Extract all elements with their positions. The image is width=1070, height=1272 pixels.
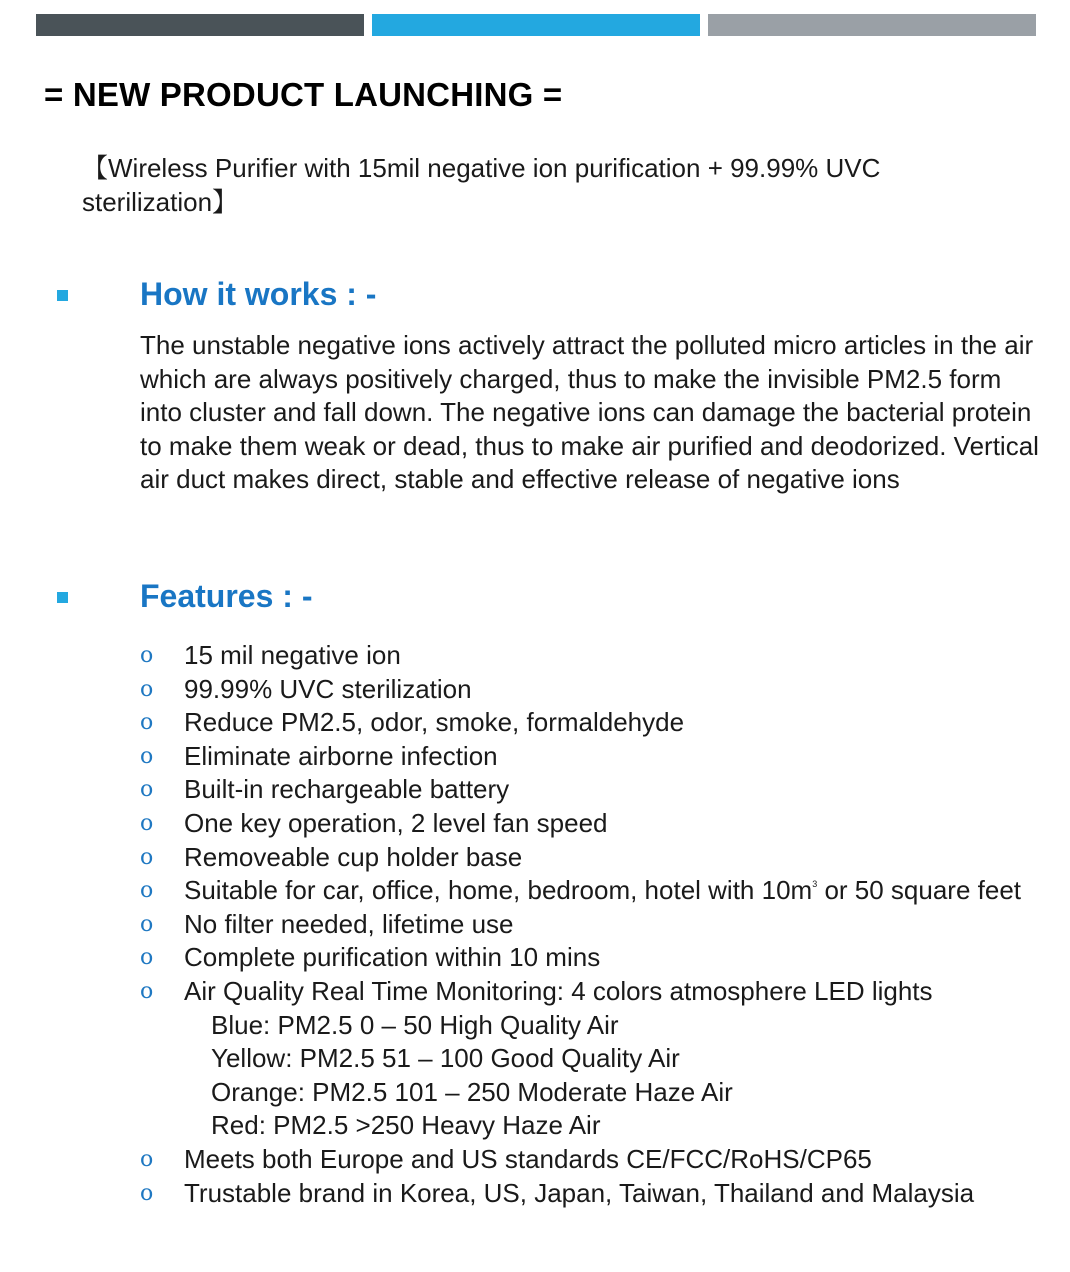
circle-bullet-icon: o	[140, 710, 154, 736]
list-item	[140, 975, 1050, 1143]
circle-bullet-icon: o	[140, 878, 154, 904]
feature-text: Reduce PM2.5, odor, smoke, formaldehyde	[184, 707, 685, 738]
list-item	[140, 773, 1050, 807]
circle-bullet-icon: o	[140, 1180, 154, 1206]
circle-bullet-icon: o	[140, 810, 154, 836]
header-bar-blue	[372, 14, 700, 36]
air-quality-level-yellow: Yellow: PM2.5 51 – 100 Good Quality Air	[211, 1043, 680, 1074]
list-item	[140, 740, 1050, 774]
feature-text: Eliminate airborne infection	[184, 740, 498, 771]
air-quality-level-orange: Orange: PM2.5 101 – 250 Moderate Haze Air	[211, 1076, 733, 1107]
circle-bullet-icon: o	[140, 911, 154, 937]
square-bullet-icon	[57, 290, 68, 301]
suitable-text-before: Suitable for car, office, home, bedroom, hotel with 10m	[184, 875, 813, 906]
circle-bullet-icon: o	[140, 676, 154, 702]
cubic-superscript: 3	[812, 879, 818, 890]
feature-text: Removeable cup holder base	[184, 841, 523, 872]
list-item	[140, 941, 1050, 975]
feature-text: Trustable brand in Korea, US, Japan, Taiwan, Thailand and Malaysia	[184, 1177, 975, 1208]
feature-text: 15 mil negative ion	[184, 640, 401, 670]
square-bullet-icon	[57, 592, 68, 603]
list-item	[140, 1143, 1050, 1177]
feature-text: One key operation, 2 level fan speed	[184, 807, 608, 838]
circle-bullet-icon: o	[140, 643, 154, 668]
list-item	[140, 673, 1050, 707]
air-quality-levels	[184, 1009, 1050, 1143]
features-heading: Features : -	[140, 578, 313, 614]
feature-text-suitable	[184, 875, 1021, 905]
list-item	[140, 639, 1050, 673]
list-item	[140, 1177, 1050, 1211]
air-quality-level-blue: Blue: PM2.5 0 – 50 High Quality Air	[211, 1009, 619, 1040]
header-bar-dark	[36, 14, 364, 36]
list-item	[140, 908, 1050, 942]
circle-bullet-icon: o	[140, 945, 154, 971]
feature-text: No filter needed, lifetime use	[184, 908, 514, 939]
page-title: = NEW PRODUCT LAUNCHING =	[44, 76, 563, 113]
header-color-bars	[36, 14, 1036, 36]
feature-text: Complete purification within 10 mins	[184, 942, 601, 973]
feature-text-air-quality: Air Quality Real Time Monitoring: 4 colors atmosphere LED lights	[184, 975, 933, 1006]
list-item	[140, 841, 1050, 875]
list-item	[140, 706, 1050, 740]
circle-bullet-icon: o	[140, 978, 154, 1004]
feature-text: 99.99% UVC sterilization	[184, 673, 472, 704]
air-quality-level-red: Red: PM2.5 >250 Heavy Haze Air	[211, 1110, 601, 1141]
how-it-works-body: The unstable negative ions actively attract the polluted micro articles in the air which are always positively charged, thus to make the invisible PM2.5 form into cluster and fall down. The negative ions can damage the bacterial protein to make them weak or dead, thus to make air purified and deodorized. Vertical air duct makes direct, stable and effective release of negative ions	[140, 330, 1039, 495]
feature-text: Built-in rechargeable battery	[184, 774, 510, 805]
list-item	[140, 807, 1050, 841]
circle-bullet-icon: o	[140, 777, 154, 803]
circle-bullet-icon: o	[140, 743, 154, 769]
circle-bullet-icon: o	[140, 844, 154, 870]
header-bar-grey	[708, 14, 1036, 36]
features-list	[140, 639, 1050, 1210]
how-it-works-heading: How it works : -	[140, 276, 377, 312]
circle-bullet-icon: o	[140, 1146, 154, 1172]
list-item	[140, 874, 1050, 908]
product-subtitle: 【Wireless Purifier with 15mil negative ion purification + 99.99% UVC sterilization】	[82, 153, 881, 217]
suitable-text-after: or 50 square feet	[817, 875, 1022, 906]
feature-text: Meets both Europe and US standards CE/FCC/RoHS/CP65	[184, 1143, 872, 1174]
